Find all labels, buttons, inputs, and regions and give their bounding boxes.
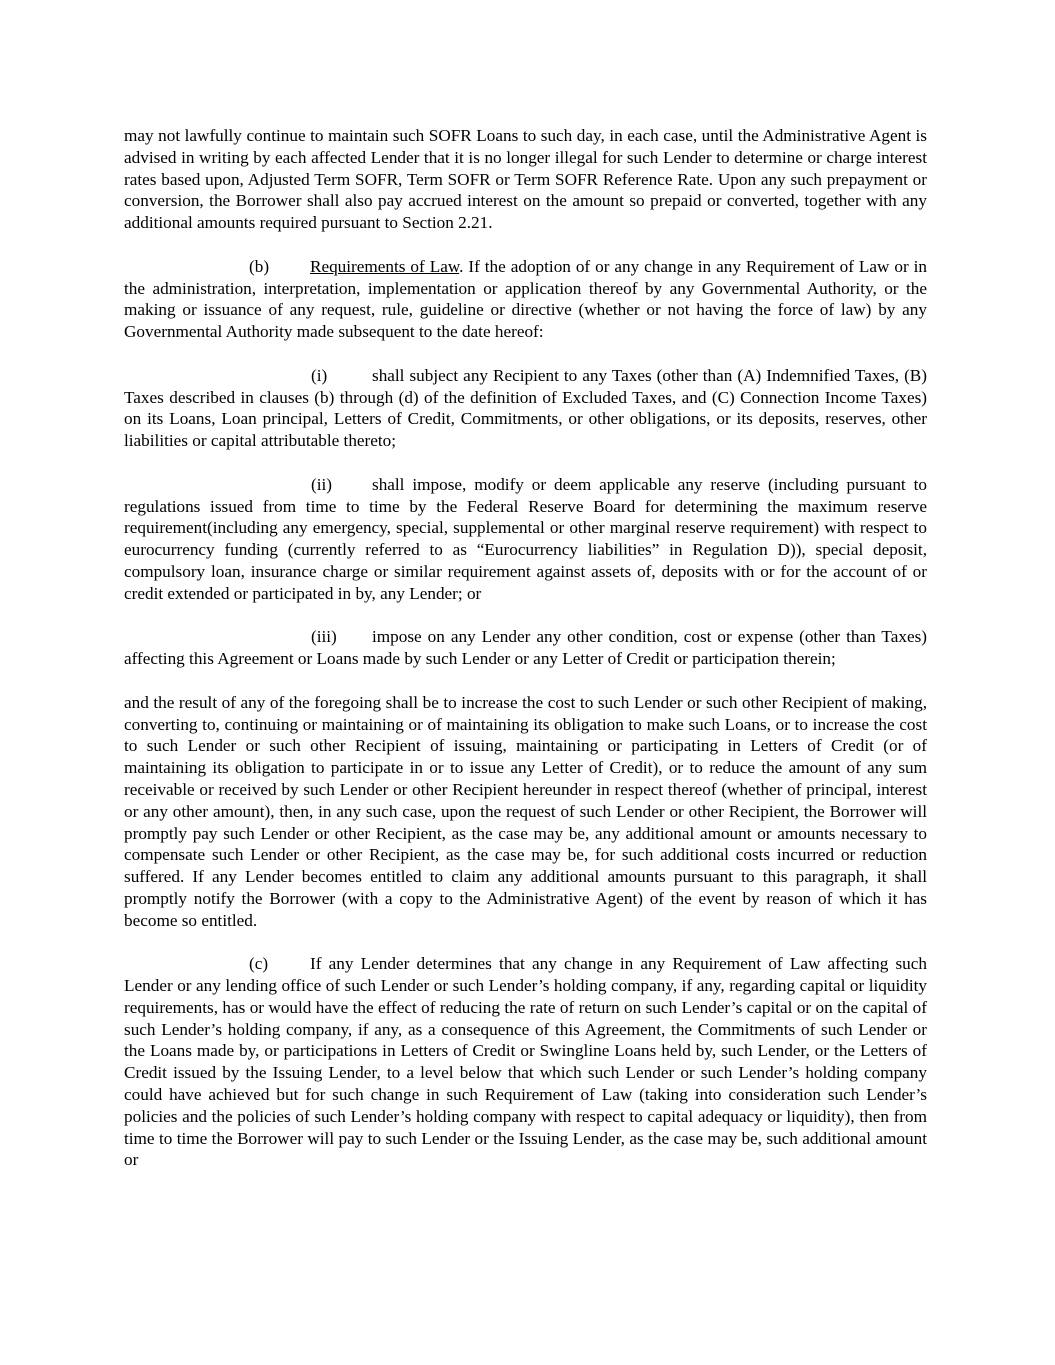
document-page: [124, 125, 927, 1171]
paragraph-i: [124, 365, 927, 452]
clause-c-text: If any Lender determines that any change in any Requirement of Law affecting such Lender or any lending office of such Lender or such Lender’s holding company, if any, regarding capital or liquidity requirements, has or would have the effect of reducing the rate of return on such Lender’s capital or on the capital of such Lender’s holding company, if any, as a consequence of this Agreement, the Commitments of such Lender or the Loans made by, or participations in Letters of Credit or Swingline Loans held by, such Lender, or the Letters of Credit issued by the Issuing Lender, to a level below that which such Lender or such Lender’s holding company could have achieved but for such change in such Requirement of Law (taking into consideration such Lender’s policies and the policies of such Lender’s holding company with respect to capital adequacy or liquidity), then from time to time the Borrower will pay to such Lender or the Issuing Lender, as the case may be, such additional amount or: [124, 954, 927, 1170]
paragraph-ii: [124, 474, 927, 605]
paragraph-result: and the result of any of the foregoing shall be to increase the cost to such Lender or such other Recipient of making, converting to, continuing or maintaining or of maintaining its obligation to make such Loans, or to increase the cost to such Lender or such other Recipient of issuing, maintaining or participating in Letters of Credit (or of maintaining its obligation to participate in or to issue any Letter of Credit), or to reduce the amount of any sum receivable or received by such Lender or other Recipient hereunder in respect thereof (whether of principal, interest or any other amount), then, in any such case, upon the request of such Lender or other Recipient, the Borrower will promptly pay such Lender or other Recipient, as the case may be, any additional amount or amounts necessary to compensate such Lender or other Recipient, as the case may be, for such additional costs incurred or reduction suffered. If any Lender becomes entitled to claim any additional amounts pursuant to this paragraph, it shall promptly notify the Borrower (with a copy to the Administrative Agent) of the event by reason of which it has become so entitled.: [124, 692, 927, 930]
paragraph-c: [124, 953, 927, 1171]
clause-label-i: (i): [311, 365, 328, 385]
clause-label-c: (c): [249, 954, 269, 974]
clause-label-b: (b): [249, 256, 270, 276]
paragraph-b-requirements-of-law: [124, 256, 927, 343]
clause-iii-text: impose on any Lender any other condition, cost or expense (other than Taxes) affecting this Agreement or Loans made by such Lender or any Letter of Credit or participation therein;: [124, 627, 927, 669]
clause-label-iii: (iii): [311, 627, 337, 647]
clause-heading-requirements-of-law: Requirements of Law: [310, 256, 460, 276]
clause-b-text: . If the adoption of or any change in any Requirement of Law or in the administration, interpretation, implementation or application thereof by any Governmental Authority, or the making or issuance of any request, rule, guideline or directive (whether or not having the force of law) by any Governmental Authority made subsequent to the date hereof:: [124, 256, 928, 342]
paragraph-iii: [124, 626, 927, 670]
paragraph-continuation: may not lawfully continue to maintain such SOFR Loans to such day, in each case, until the Administrative Agent is advised in writing by each affected Lender that it is no longer illegal for such Lender to determine or charge interest rates based upon, Adjusted Term SOFR, Term SOFR or Term SOFR Reference Rate. Upon any such prepayment or conversion, the Borrower shall also pay accrued interest on the amount so prepaid or converted, together with any additional amounts required pursuant to Section 2.21.: [124, 126, 927, 233]
clause-i-text: shall subject any Recipient to any Taxes (other than (A) Indemnified Taxes, (B) Taxes described in clauses (b) through (d) of the definition of Excluded Taxes, and (C) Connection Income Taxes) on its Loans, Loan principal, Letters of Credit, Commitments, or other obligations, or its deposits, reserves, other liabilities or capital attributable thereto;: [124, 365, 927, 451]
clause-ii-text: shall impose, modify or deem applicable any reserve (including pursuant to regulations issued from time to time by the Federal Reserve Board for determining the maximum reserve requirement(including any emergency, special, supplemental or other marginal reserve requirement) with respect to eurocurrency funding (currently referred to as “Eurocurrency liabilities” in Regulation D)), special deposit, compulsory loan, insurance charge or similar requirement against assets of, deposits with or for the account of or credit extended or participated in by, any Lender; or: [124, 474, 927, 603]
clause-label-ii: (ii): [311, 474, 332, 494]
